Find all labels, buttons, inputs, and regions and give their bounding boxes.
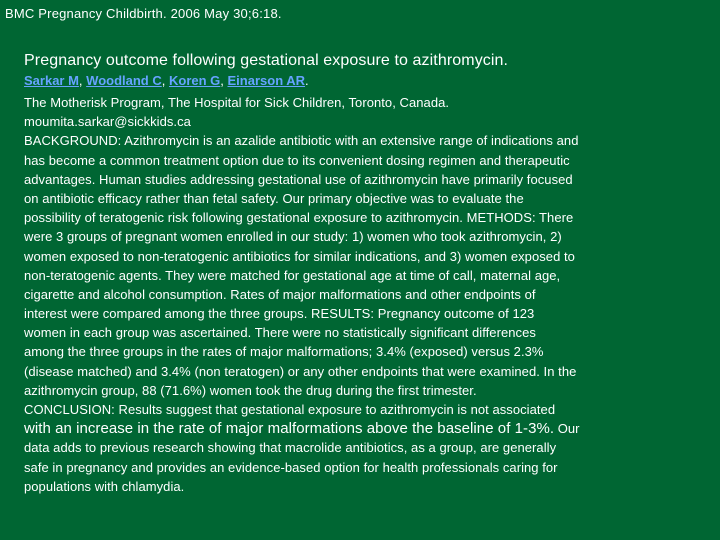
abstract-line (24, 112, 714, 131)
abstract-line (24, 304, 714, 323)
abstract-line (24, 266, 714, 285)
abstract-line (24, 131, 714, 150)
abstract-line-text: azithromycin group, 88 (71.6%) women took the drug during the first trimester. (24, 382, 477, 398)
abstract-line-text: interest were compared among the three groups. RESULTS: Pregnancy outcome of 123 (24, 306, 535, 322)
author-link[interactable]: Woodland C (86, 73, 162, 88)
abstract-line (24, 189, 714, 208)
abstract-line (24, 323, 714, 342)
abstract-line-text: possibility of teratogenic risk following gestational exposure to azithromycin. METHODS: There (24, 210, 574, 226)
abstract-line-text: among the three groups in the rates of major malformations; 3.4% (exposed) versus 2.3% (24, 344, 544, 360)
abstract-line-text: non-teratogenic agents. They were matched for gestational age at time of call, maternal age, (24, 267, 561, 283)
abstract-line-text: BACKGROUND: Azithromycin is an azalide antibiotic with an extensive range of indications and (24, 133, 579, 149)
abstract-line-text: cigarette and alcohol consumption. Rates of major malformations and other endpoints of (24, 286, 536, 302)
author-link[interactable]: Sarkar M (24, 73, 79, 88)
abstract-line (24, 477, 714, 496)
abstract-line-text: on antibiotic efficacy rather than fetal safety. Our primary objective was to evaluate the (24, 190, 524, 206)
abstract-line-text: CONCLUSION: Results suggest that gestational exposure to azithromycin is not associated (24, 402, 556, 417)
abstract-line (24, 458, 714, 477)
abstract-line (24, 208, 714, 227)
abstract-line (24, 227, 714, 246)
abstract-line (24, 151, 714, 170)
author-separator: , (220, 73, 228, 88)
abstract-line (24, 285, 714, 304)
abstract-line-tail: Our (554, 421, 580, 437)
abstract-line-text: women exposed to non-teratogenic antibiotics for similar indications, and 3) women exposed to (24, 248, 575, 264)
abstract-line (24, 400, 714, 419)
author-link[interactable]: Koren G (168, 73, 221, 88)
abstract-line (24, 381, 714, 400)
abstract-line-text: has become a common treatment option due to its convenient dosing regimen and therapeutic (24, 152, 570, 168)
abstract-line-text: The Motherisk Program, The Hospital for Sick Children, Toronto, Canada. (24, 95, 450, 110)
article-title: Pregnancy outcome following gestational exposure to azithromycin. (24, 52, 509, 69)
abstract-line-text: women in each group was ascertained. There were no statistically significant differences (24, 325, 536, 341)
abstract-line-text: were 3 groups of pregnant women enrolled in our study: 1) women who took azithromycin, 2) (24, 229, 562, 245)
abstract-line (24, 170, 714, 189)
abstract-line (24, 342, 714, 361)
abstract-line-text: moumita.sarkar@sickkids.ca (24, 114, 191, 130)
author-separator: , (161, 73, 169, 88)
author-list (24, 73, 309, 88)
abstract-line (24, 93, 714, 112)
abstract-line (24, 362, 714, 381)
abstract-line (24, 419, 714, 438)
abstract-line-text: populations with chlamydia. (24, 478, 185, 494)
author-separator: . (305, 73, 309, 88)
abstract-line-text: with an increase in the rate of major malformations above the baseline of 1-3%. (24, 420, 555, 438)
abstract-line (24, 247, 714, 266)
abstract-line (24, 438, 714, 457)
abstract-line-text: data adds to previous research showing that macrolide antibiotics, as a group, are generally (24, 440, 557, 456)
abstract-body (24, 93, 714, 496)
author-separator: , (78, 73, 87, 88)
author-link[interactable]: Einarson AR (227, 73, 306, 88)
abstract-line-text: (disease matched) and 3.4% (non teratogen) or any other endpoints that were examined. In the (24, 363, 577, 379)
abstract-line-text: advantages. Human studies addressing gestational use of azithromycin have primarily focused (24, 171, 573, 187)
citation: BMC Pregnancy Childbirth. 2006 May 30;6:18. (5, 6, 282, 21)
abstract-line-text: safe in pregnancy and provides an evidence-based option for health professionals caring for (24, 459, 558, 475)
